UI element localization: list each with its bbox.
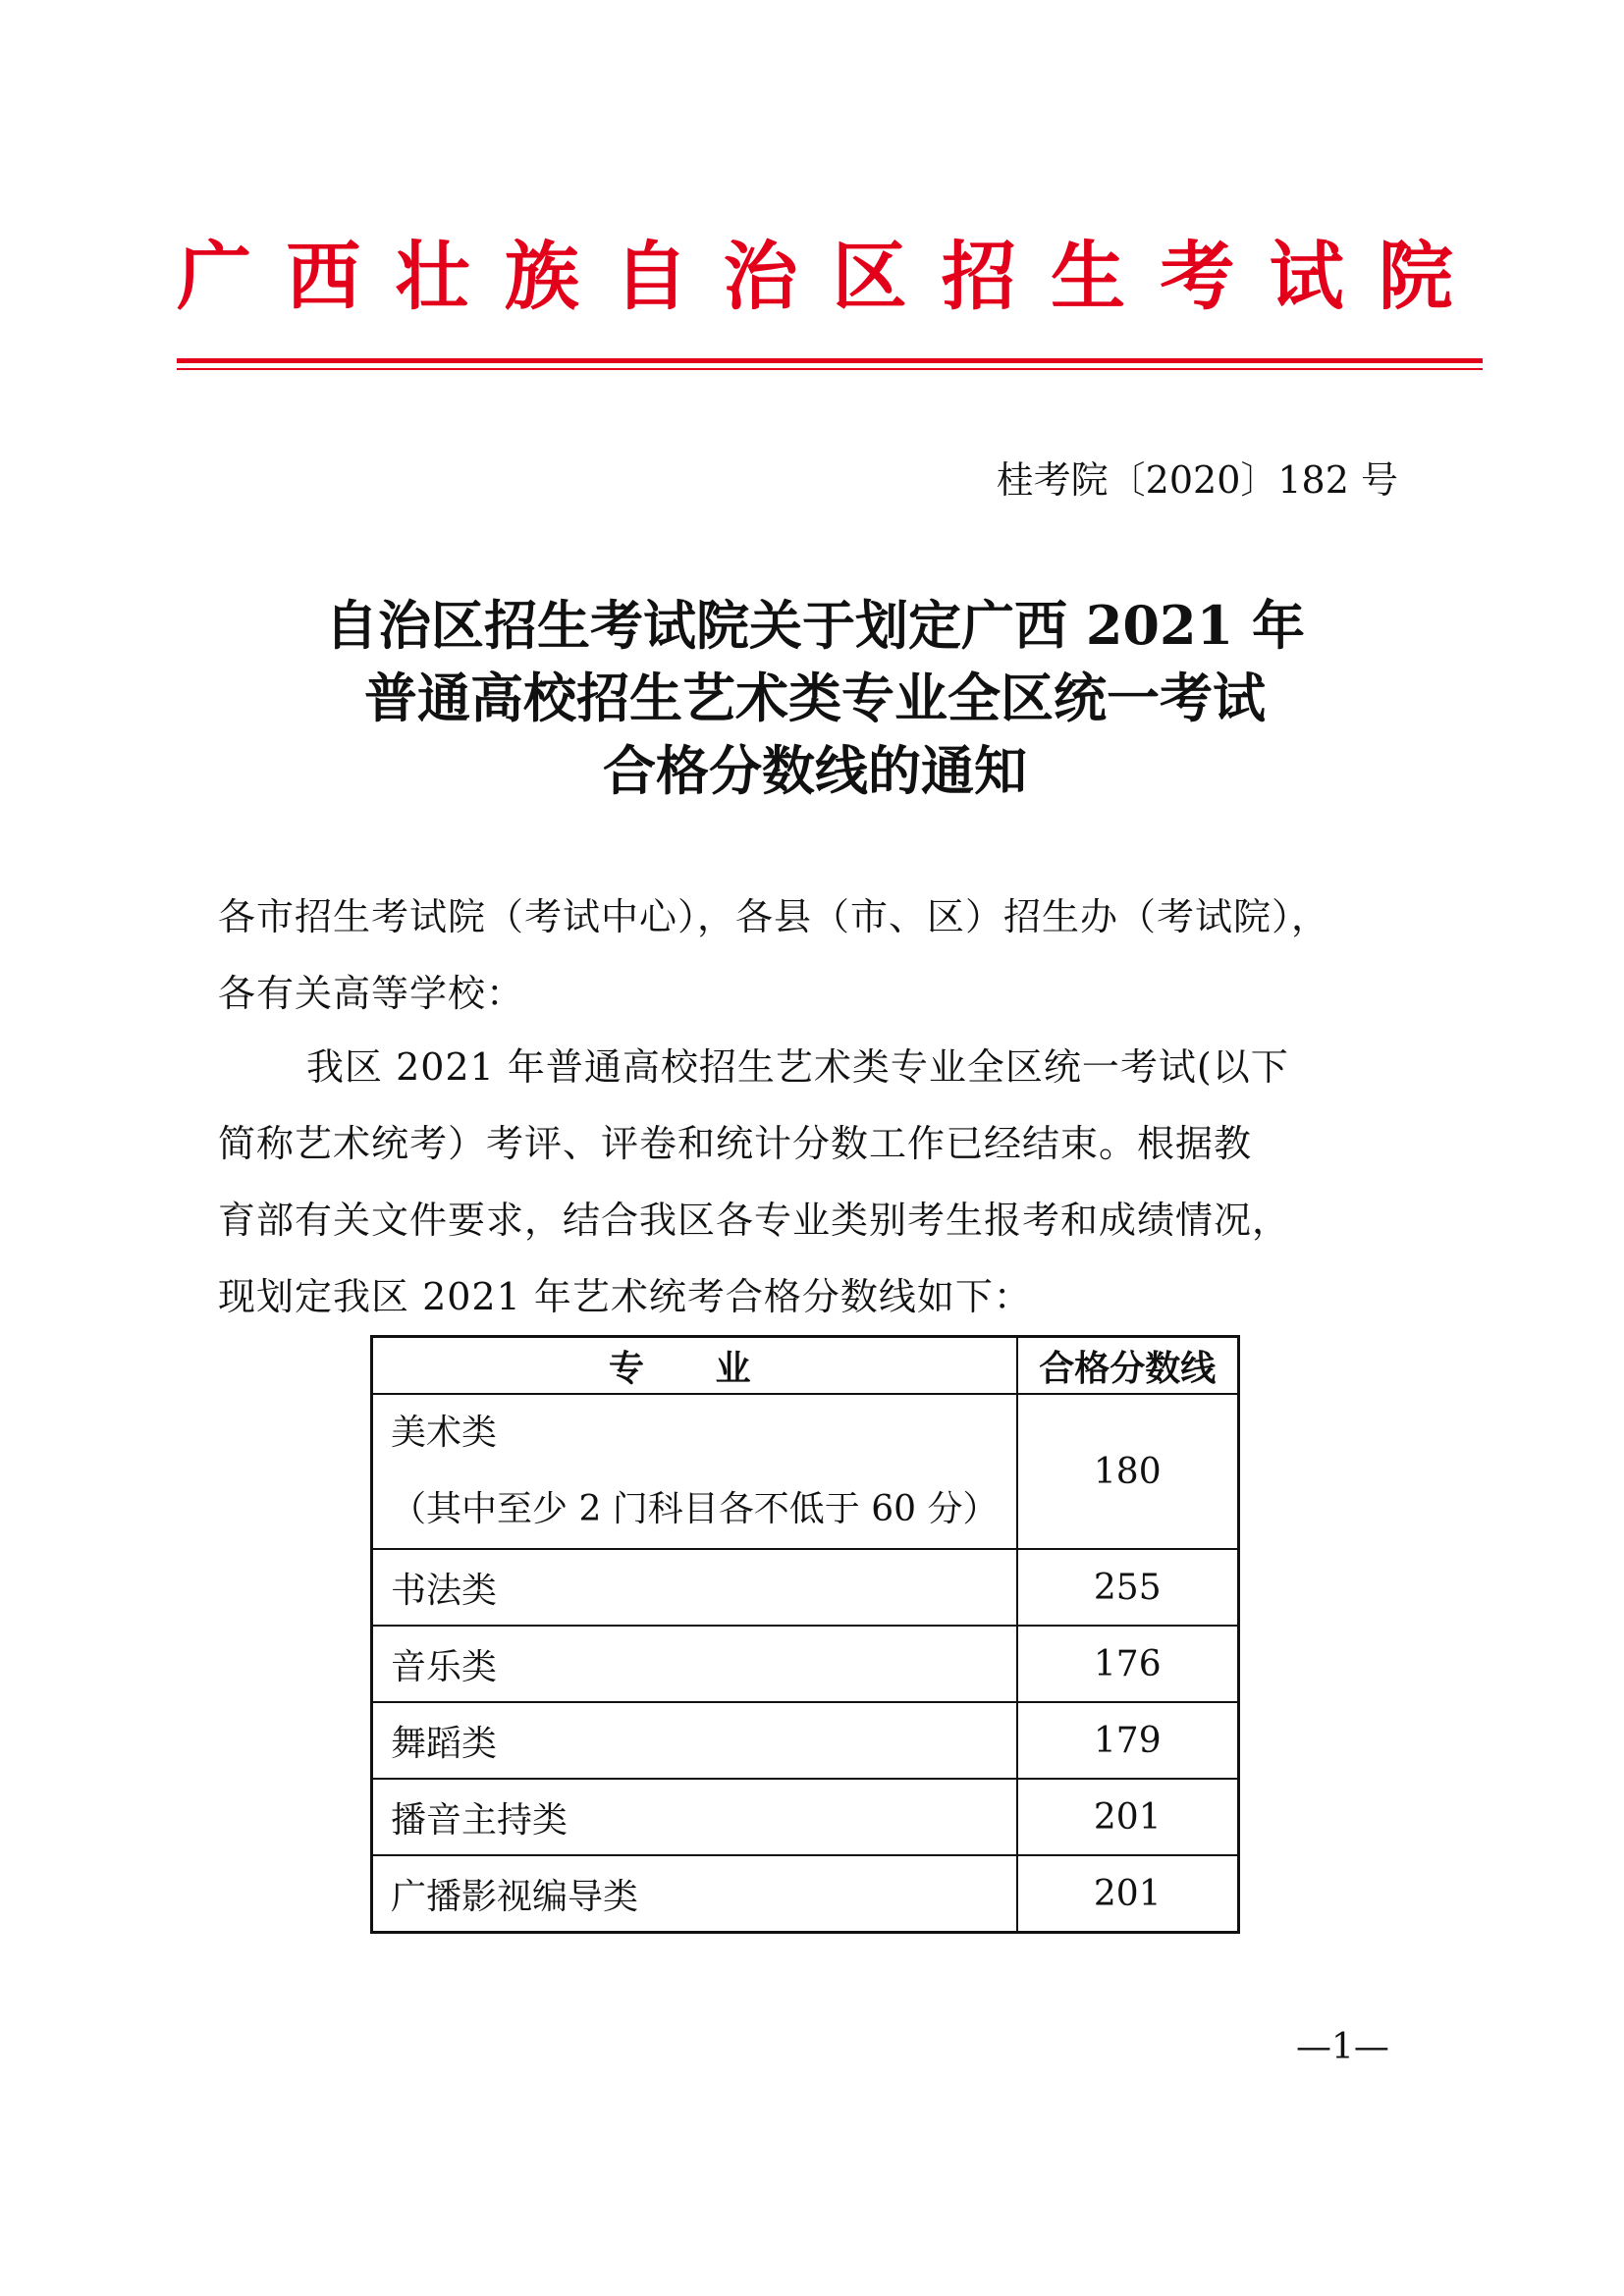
table-row: [372, 1394, 1239, 1549]
score-cell: 201: [1017, 1855, 1239, 1933]
paragraph-line: 我区 2021 年普通高校招生艺术类专业全区统一考试(以下: [306, 1045, 1289, 1089]
addressee: [218, 879, 1435, 1032]
score-cell: 176: [1017, 1626, 1239, 1702]
addressee-line: 各市招生考试院（考试中心），各县（市、区）招生办（考试院），: [218, 895, 1330, 938]
title-line: 自治区招生考试院关于划定广西 2021 年: [325, 594, 1305, 657]
major-cell: 书法类: [372, 1549, 1017, 1626]
header-score: 合格分数线: [1017, 1337, 1239, 1395]
major-cell: 广播影视编导类: [372, 1855, 1017, 1933]
document-number: 桂考院〔2020〕182 号: [996, 458, 1398, 502]
issuer-char: 试: [1269, 233, 1344, 320]
major-cell: 音乐类: [372, 1626, 1017, 1702]
table-row: [372, 1702, 1239, 1779]
table-row: [372, 1855, 1239, 1933]
issuer-char: 院: [1378, 233, 1453, 320]
header-divider-thick: [177, 358, 1483, 363]
header-major: 专 业: [372, 1337, 1017, 1395]
major-cell: [372, 1394, 1017, 1549]
issuer-char: 壮: [395, 233, 470, 320]
issuer-char: 招: [941, 233, 1016, 320]
title-line: 合格分数线的通知: [603, 739, 1027, 802]
title-line: 普通高校招生艺术类专业全区统一考试: [364, 667, 1266, 729]
paragraph-line: 育部有关文件要求，结合我区各专业类别考生报考和成绩情况，: [218, 1199, 1291, 1242]
table-row: [372, 1549, 1239, 1626]
paragraph-line: 简称艺术统考）考评、评卷和统计分数工作已经结束。根据教: [218, 1122, 1253, 1165]
issuer-char: 考: [1160, 233, 1235, 320]
table-row: [372, 1626, 1239, 1702]
score-cell: 179: [1017, 1702, 1239, 1779]
document-title: [177, 589, 1453, 807]
issuer-char: 治: [723, 233, 798, 320]
page-number: —1—: [1296, 2027, 1389, 2067]
body-paragraph: [218, 1029, 1435, 1335]
paragraph-line: 现划定我区 2021 年艺术统考合格分数线如下：: [218, 1275, 1032, 1318]
issuer-char: 族: [504, 233, 579, 320]
major-cell: 舞蹈类: [372, 1702, 1017, 1779]
issuer-char: 生: [1051, 233, 1126, 320]
score-cell: 255: [1017, 1549, 1239, 1626]
score-table: [370, 1335, 1240, 1934]
major-name: 美术类: [391, 1413, 498, 1453]
table-header-row: [372, 1337, 1239, 1395]
score-cell: 201: [1017, 1779, 1239, 1855]
issuer-char: 自: [614, 233, 689, 320]
header-divider-thin: [177, 368, 1483, 370]
major-cell: 播音主持类: [372, 1779, 1017, 1855]
table-row: [372, 1779, 1239, 1855]
addressee-line: 各有关高等学校：: [218, 972, 525, 1015]
issuer-char: 广: [177, 233, 251, 320]
score-cell: 180: [1017, 1394, 1239, 1549]
major-note: （其中至少 2 门科目各不低于 60 分）: [391, 1489, 999, 1529]
issuer-name: [177, 228, 1453, 326]
issuer-char: 西: [286, 233, 361, 320]
issuer-char: 区: [832, 233, 907, 320]
